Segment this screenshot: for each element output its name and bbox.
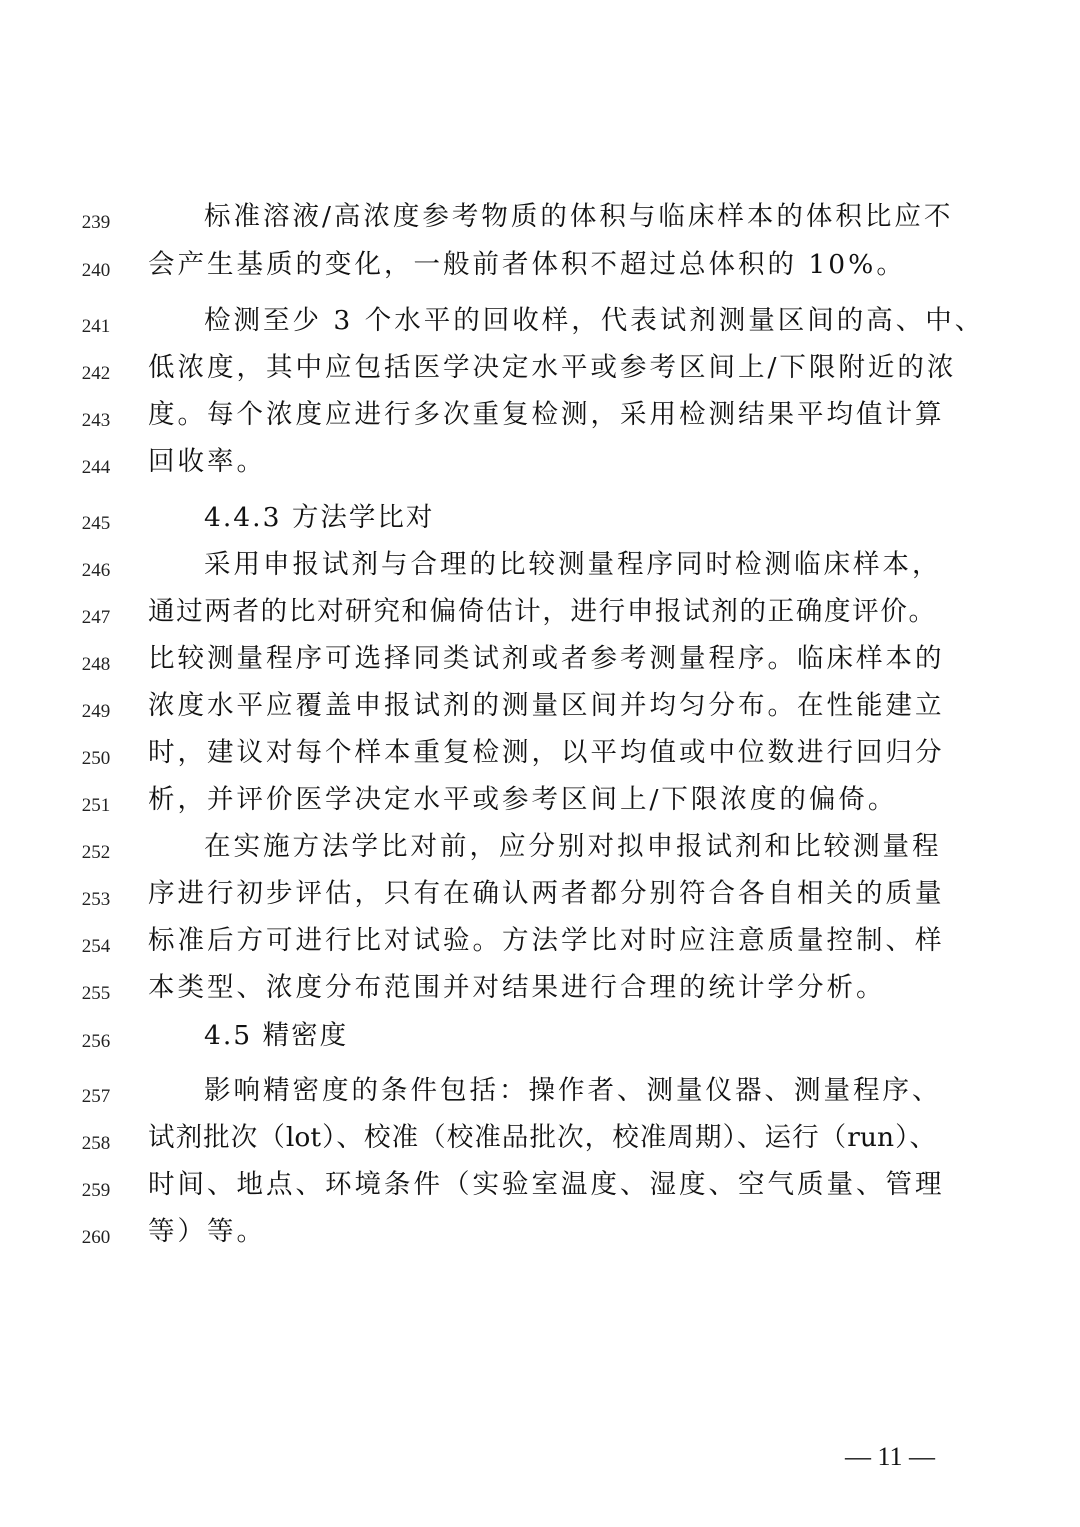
paragraph-text: 回收率。 [148,446,266,477]
line-number: 256 [81,1031,111,1052]
line-number: 242 [81,363,111,384]
paragraph-text: 低浓度，其中应包括医学决定水平或参考区间上/下限附近的浓 [148,352,957,383]
line-number: 258 [81,1133,111,1154]
text-line [0,638,1080,686]
line-number: 254 [81,936,111,957]
text-line [0,1117,1080,1165]
text-line [0,732,1080,780]
page-number: — 11 — [844,1442,936,1471]
section-heading-line [0,497,1080,545]
text-line [0,685,1080,733]
paragraph-text: 时，建议对每个样本重复检测，以平均值或中位数进行回归分 [148,737,945,768]
line-number: 239 [81,212,111,233]
line-number: 241 [81,316,111,337]
paragraph-text: 通过两者的比对研究和偏倚估计，进行申报试剂的正确度评价。 [148,596,936,627]
paragraph-text: 在实施方法学比对前，应分别对拟申报试剂和比较测量程 [204,831,942,862]
line-number: 260 [81,1227,111,1248]
line-number: 253 [81,889,111,910]
paragraph-text: 浓度水平应覆盖申报试剂的测量区间并均匀分布。在性能建立 [148,690,945,721]
text-line [0,394,1080,442]
text-line [0,1164,1080,1212]
line-number: 247 [81,607,111,628]
line-number: 244 [81,457,111,478]
paragraph-text: 时间、地点、环境条件（实验室温度、湿度、空气质量、管理 [148,1169,945,1200]
line-number: 259 [81,1180,111,1201]
text-line [0,920,1080,968]
paragraph-text: 度。每个浓度应进行多次重复检测，采用检测结果平均值计算 [148,399,945,430]
line-number: 255 [81,983,111,1004]
paragraph-text: 标准溶液/高浓度参考物质的体积与临床样本的体积比应不 [204,201,954,232]
line-number: 250 [81,748,111,769]
text-line [0,544,1080,592]
paragraph-text: 序进行初步评估，只有在确认两者都分别符合各自相关的质量 [148,878,945,909]
paragraph-text: 本类型、浓度分布范围并对结果进行合理的统计学分析。 [148,972,886,1003]
paragraph-text: 等）等。 [148,1216,266,1247]
line-number: 257 [81,1086,111,1107]
paragraph-text: 采用申报试剂与合理的比较测量程序同时检测临床样本， [204,549,942,580]
text-line [0,826,1080,874]
line-number: 245 [81,513,111,534]
text-line [0,967,1080,1015]
section-heading: 4.4.3 方法学比对 [204,502,435,533]
paragraph-text: 试剂批次（lot）、校准（校准品批次，校准周期）、运行（run）、 [148,1122,936,1153]
text-line [0,1070,1080,1118]
paragraph-text: 检测至少 3 个水平的回收样，代表试剂测量区间的高、中、 [204,305,985,336]
line-number: 249 [81,701,111,722]
line-number: 248 [81,654,111,675]
line-number: 251 [81,795,111,816]
text-line [0,441,1080,489]
text-line [0,779,1080,827]
text-line [0,347,1080,395]
text-line [0,196,1080,244]
line-number: 240 [81,260,111,281]
paragraph-text: 标准后方可进行比对试验。方法学比对时应注意质量控制、样 [148,925,945,956]
text-line [0,244,1080,292]
text-line [0,591,1080,639]
section-heading: 4.5 精密度 [204,1020,349,1051]
text-line [0,873,1080,921]
section-heading-line [0,1015,1080,1063]
paragraph-text: 析，并评价医学决定水平或参考区间上/下限浓度的偏倚。 [148,784,898,815]
paragraph-text: 比较测量程序可选择同类试剂或者参考测量程序。临床样本的 [148,643,945,674]
text-line [0,1211,1080,1259]
line-number: 243 [81,410,111,431]
paragraph-text: 影响精密度的条件包括：操作者、测量仪器、测量程序、 [204,1075,942,1106]
text-line [0,300,1080,348]
paragraph-text: 会产生基质的变化，一般前者体积不超过总体积的 10%。 [148,249,906,280]
line-number: 252 [81,842,111,863]
line-number: 246 [81,560,111,581]
